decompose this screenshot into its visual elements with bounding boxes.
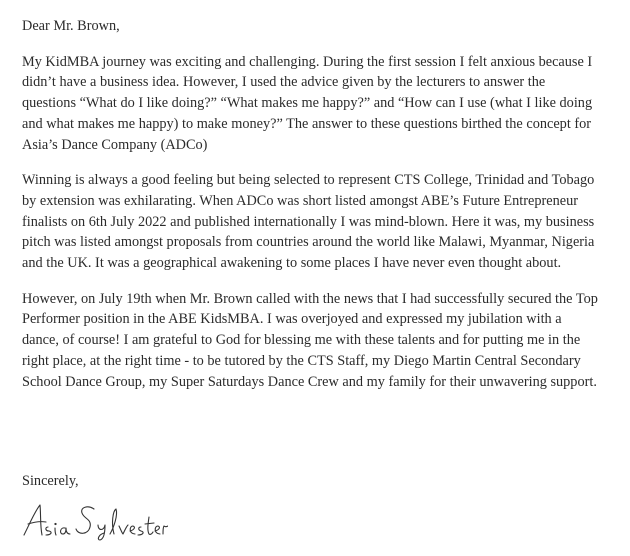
paragraph-1: My KidMBA journey was exciting and challenging. During the first session I felt anxious because I didn’t have a business idea. However, I used the advice given by the lecturers to answer the questions “What do I like doing?” “What makes me happy?” and “How can I use (what I like doing and what makes me happy) to make money?” The answer to these questions birthed the concept for Asia’s Dance Company (ADCo): [22, 53, 593, 153]
salutation: Dear Mr. Brown,: [22, 18, 120, 34]
paragraph-3: However, on July 19th when Mr. Brown called with the news that I had successfully secured the Top Performer position in the ABE KidsMBA. I was overjoyed and expressed my jubilation with a dance, of course! I am grateful to God for blessing me with these talents and for putting me in the right place, at the right time - to be tutored by the CTS Staff, my Diego Martin Central Secondary School Dance Group, my Super Saturdays Dance Crew and my family for their unwavering support.: [22, 290, 598, 390]
closing: Sincerely,: [22, 473, 79, 489]
signature: [18, 497, 168, 541]
paragraph-2: Winning is always a good feeling but being selected to represent CTS College, Trinidad and Tobago by extension was exhilarating. When ADCo was short listed amongst ABE’s Future Entrepreneur finalists on 6th July 2022 and published internationally I was mind-blown. Here it was, my business pitch was listed amongst proposals from countries around the world like Malawi, Myanmar, Nigeria and the UK. It was a geographical awakening to some places I have never even thought about.: [22, 172, 595, 272]
letter-body: [22, 16, 602, 407]
